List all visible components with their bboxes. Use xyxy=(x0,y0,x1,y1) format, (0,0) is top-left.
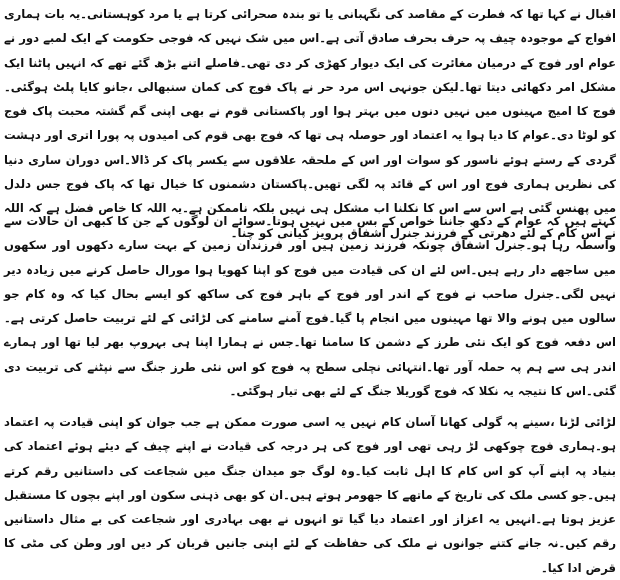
article-paragraph-1: اقبال نے کہا تھا کہ فطرت کے مقاصد کی نگہبانی یا تو بندہ صحرائی کرتا ہے یا مرد کوہستانی۔یہ بات ہماری افواج کے موجودہ چیف پہ حرف بحرف صادق آتی ہے۔اس میں شک نہیں کہ فوجی حکومت کے ایک لمبے دور نے عوام اور فوج کے درمیان مغائرت کی ایک دیوار کھڑی کر دی تھی۔فاصلے اتنے بڑھ گئے تھے کہ انہیں پاٹنا ایک مشکل امر دکھائی دیتا تھا۔لیکن جونہی اس مرد حر نے پاک فوج کی کمان سنبھالی ،جانو کایا پلٹ ہوگئی۔فوج کا امیج مہینوں میں نہیں دنوں میں بہتر ہوا اور پاکستانی قوم نے بھی اپنی گم گشتہ محبت پاک فوج کو لوٹا دی۔عوام کا دیا ہوا یہ اعتماد اور حوصلہ ہی تھا کہ فوج بھی قوم کی امیدوں پہ پورا اتری اور دہشت گردی کے رستے ہوئے ناسور کو سوات اور اس کے ملحقہ علاقوں سے یکسر پاک کر ڈالا۔اس دوران ساری دنیا کی نظریں ہماری فوج اور اس کے قائد پہ لگی تھیں۔پاکستان دشمنوں کا خیال تھا کہ پاک فوج جس دلدل میں پھنس گئی ہے اس سے اس کا نکلنا اب مشکل ہی نہیں بلکہ ناممکن ہے۔یہ اللہ کا خاص فضل ہے کہ اللہ نے اس کام کے لئے دھرتی کے فرزند جنرل اشفاق پرویز کیانی کو چنا۔ xyxy=(4,7,616,240)
article-paragraph-3: لڑائی لڑنا ،سینے پہ گولی کھانا آسان کام نہیں یہ اسی صورت ممکن ہے جب جوان کو اپنی قیادت پہ اعتماد ہو۔ہماری فوج چوکھی لڑ رہی تھی اور فوج کی ہر درجہ کی قیادت نے اپنے چیف کے دیئے ہوئے اعتماد کی بنیاد پہ اپنے آپ کو اس کام کا اہل ثابت کیا۔وہ لوگ جو میدان جنگ میں شجاعت کی داستانیں رقم کرتے ہیں۔جو کسی ملک کی تاریخ کے ماتھے کا جھومر ہوتے ہیں۔ان کو بھی ذہنی سکون اور اپنے بچوں کا مستقبل عزیز ہوتا ہے۔انہیں یہ اعزاز اور اعتماد دیا گیا تو انہوں نے بھی بہادری اور شجاعت کی بے مثال داستانیں رقم کیں۔نہ جانے کتنے جوانوں نے ملک کی حفاظت کے لئے اپنی جانیں قربان کر دیں اور وطن کی مٹی کا قرض ادا کیا۔ xyxy=(4,415,616,575)
article-paragraph-2: کہتے ہیں کہ عوام کے دکھ جاننا خواص کے بس میں نہیں ہوتا۔سوائے ان لوگوں کے جن کا کبھی ان حالات سے واسطہ رہا ہو۔جنرل اشفاق چونکہ فرزند زمین ہیں اور فرزندان زمین کے بہت سارے دکھوں اور سکھوں میں ساجھے دار رہے ہیں۔اس لئے ان کی قیادت میں فوج کو اپنا کھویا ہوا مورال حاصل کرنے میں زیادہ دیر نہیں لگی۔جنرل صاحب نے فوج کے اندر اور فوج کے باہر فوج کی ساکھ کو ایسے بحال کیا کہ وہ کام جو سالوں میں ہونے والا تھا مہینوں میں انجام پا گیا۔فوج آمنے سامنے کی لڑائی کے لئے تربیت حاصل کرتی ہے۔اس دفعہ فوج کو ایک نئی طرز کے دشمن کا سامنا تھا۔جس نے ہمارا اپنا ہی بہروپ بھر لیا تھا اور ہمارے اندر ہی سے ہم پہ حملہ آور تھا۔انتہائی نچلی سطح پہ فوج کو اس نئی طرز جنگ سے نپٹنے کی تربیت دی گئی۔اس کا نتیجہ یہ نکلا کہ فوج گوریلا جنگ کے لئے بھی تیار ہوگئی۔ xyxy=(4,214,616,399)
